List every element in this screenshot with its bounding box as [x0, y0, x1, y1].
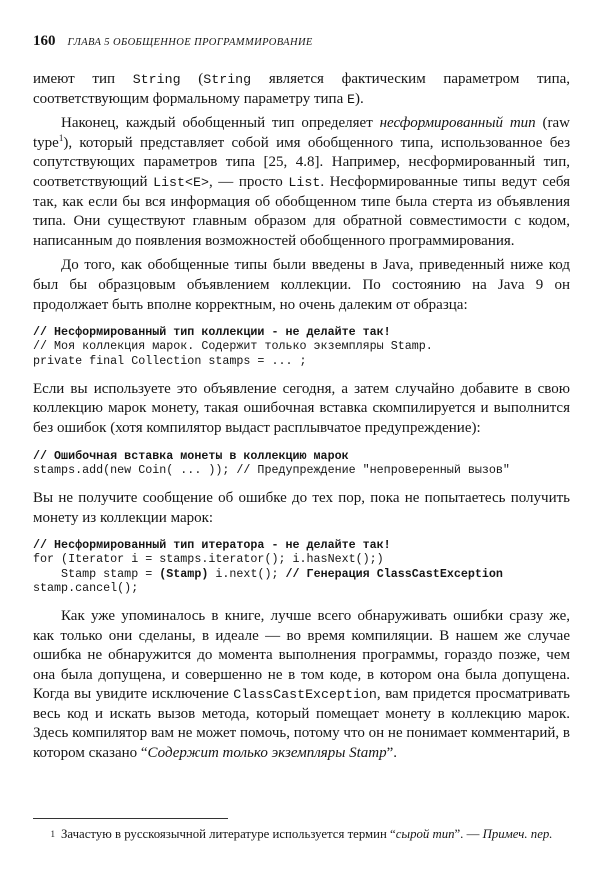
footnote-divider [33, 818, 228, 819]
footnote-reference: 1 [58, 132, 64, 143]
page-header [33, 33, 570, 50]
paragraph-5: Вы не получите сообщение об ошибке до тех пор, пока не попытаетесь получить монету из коллекции марок: [33, 489, 570, 526]
page-number: 160 [33, 33, 56, 49]
paragraph-1: имеют тип String (String является фактическим параметром типа, соответствующим формальному параметру типа E). [33, 71, 571, 107]
code-listing-2: // Ошибочная вставка монеты в коллекцию марок stamps.add(new Coin( ... )); // Предупреждение "непроверенный вызов" [33, 448, 510, 477]
paragraph-2: Наконец, каждый обобщенный тип определяет несформированный тип (raw type$^1$), который представляет собой имя обобщенного типа, использованное без сопутствующих параметров типа [25, 4.8]. Например, несформированный тип, соответствующий List<E>, — просто List. Несформированные типы ведут себя так, как если бы вся информация об обобщенном типе была стерта из объявления типа. Они существуют главным образом для обратной совместимости с кодом, написанным до появления возможностей обобщенного программирования. [33, 115, 571, 249]
page-body [33, 70, 570, 769]
paragraph-6: Как уже упоминалось в книге, лучше всего обнаруживать ошибки сразу же, как только они сделаны, в идеале — во время компиляции. В нашем же случае ошибка не обнаружится до момента выполнения программы, гораздо позже, чем она была допущена, и совершенно не в том коде, в котором она была допущена. Когда вы увидите исключение ClassCastException, вам придется просматривать весь код и искать вызов метода, который помещает монету в коллекцию марок. Здесь компилятор вам не может помочь, потому что он не понимает комментарий, в котором сказано “Содержит только экземпляры Stamp”. [33, 607, 570, 762]
paragraph-4: Если вы используете это объявление сегодня, а затем случайно добавите в свою коллекцию марок монету, такая ошибочная вставка скомпилируется и выполнится без ошибок (хотя компилятор выдаст расплывчатое предупреждение): [33, 380, 570, 436]
footnote-mark: 1 [50, 829, 55, 839]
footnote: 1 Зачастую в русскоязычной литературе используется термин “сырой тип”. — Примеч. пер. [33, 826, 570, 843]
paragraph-3: До того, как обобщенные типы были введены в Java, приведенный ниже код был бы образцовым объявлением коллекции. По состоянию на Java 9 он продолжает быть вполне корректным, но очень далеким от образца: [33, 257, 570, 313]
code-listing-1: // Несформированный тип коллекции - не делайте так! // Моя коллекция марок. Содержит только экземпляры Stamp. private final Collection stamps = ... ; [33, 325, 433, 368]
code-listing-3: // Несформированный тип итератора - не делайте так! for (Iterator i = stamps.iterator(); i.hasNext();) Stamp stamp = (Stamp) i.next(); // Генерация ClassCastException stamp.cancel(); [33, 538, 503, 595]
running-head: ГЛАВА 5 ОБОБЩЕННОЕ ПРОГРАММИРОВАНИЕ [67, 37, 313, 48]
